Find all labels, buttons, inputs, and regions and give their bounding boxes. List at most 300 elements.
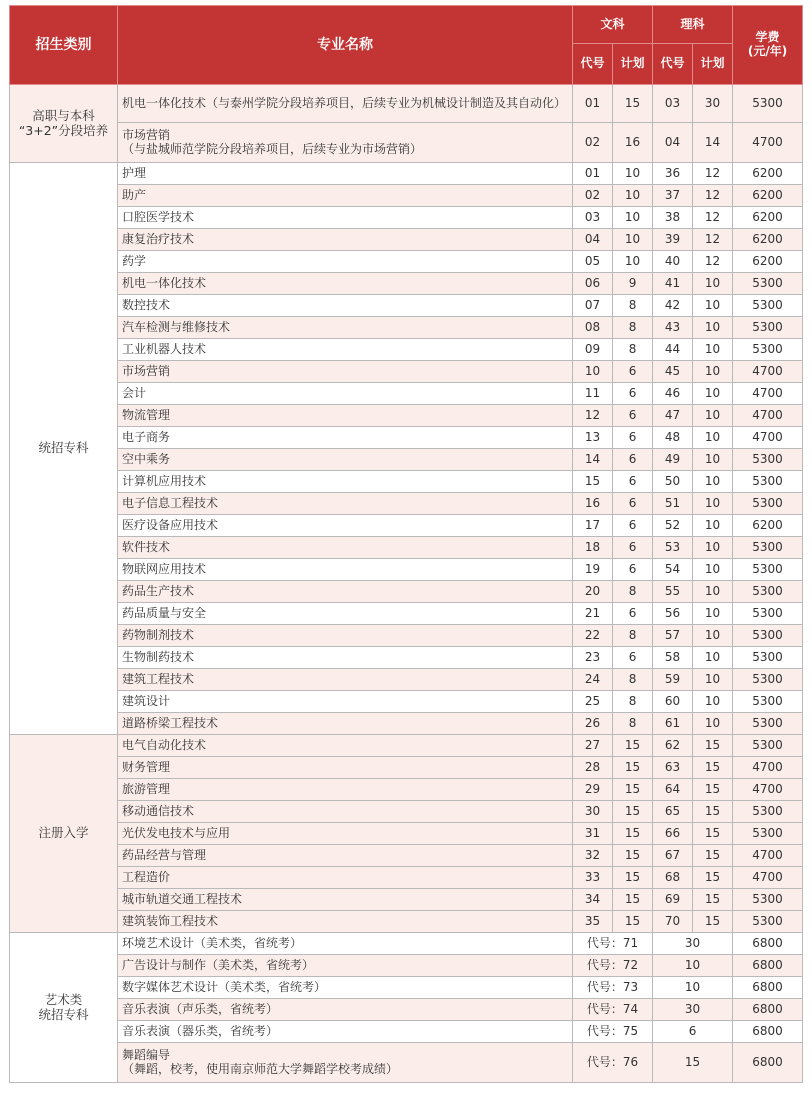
fee-cell: 5300 [733, 647, 803, 669]
major-name-line: 计算机应用技术 [122, 473, 207, 488]
wenke-plan-cell: 6 [613, 515, 653, 537]
major-name-cell [118, 85, 573, 123]
header-like-code: 代号 [653, 44, 693, 85]
like-plan-cell: 15 [693, 867, 733, 889]
table-row [10, 427, 803, 449]
major-name-cell [118, 889, 573, 911]
wenke-plan-cell: 15 [613, 779, 653, 801]
wenke-code-cell: 33 [573, 867, 613, 889]
like-plan-cell: 15 [693, 735, 733, 757]
like-plan-cell: 12 [693, 185, 733, 207]
art-plan-cell: 30 [653, 999, 733, 1021]
major-name-cell [118, 361, 573, 383]
art-plan-cell: 6 [653, 1021, 733, 1043]
like-plan-cell: 10 [693, 339, 733, 361]
wenke-code-cell: 07 [573, 295, 613, 317]
wenke-plan-cell: 15 [613, 801, 653, 823]
category-line: 统招专科 [38, 440, 89, 456]
major-name-line: 光伏发电技术与应用 [122, 825, 231, 840]
like-code-cell: 47 [653, 405, 693, 427]
fee-cell: 5300 [733, 713, 803, 735]
wenke-code-cell: 15 [573, 471, 613, 493]
category-line: 注册入学 [38, 825, 89, 841]
table-row [10, 977, 803, 999]
wenke-code-cell: 05 [573, 251, 613, 273]
header-major: 专业名称 [118, 6, 573, 85]
major-name-cell [118, 537, 573, 559]
like-code-cell: 59 [653, 669, 693, 691]
major-name-line: 药品质量与安全 [122, 605, 207, 620]
major-name-cell [118, 123, 573, 163]
major-name-line: 工业机器人技术 [122, 341, 207, 356]
table-row [10, 713, 803, 735]
art-code-cell: 代号：75 [573, 1021, 653, 1043]
major-name-cell [118, 955, 573, 977]
wenke-plan-cell: 15 [613, 867, 653, 889]
fee-cell: 6200 [733, 207, 803, 229]
major-name-line: （与盐城师范学院分段培养项目，后续专业为市场营销） [122, 141, 423, 156]
fee-cell: 5300 [733, 735, 803, 757]
wenke-plan-cell: 10 [613, 207, 653, 229]
fee-cell: 4700 [733, 361, 803, 383]
category-line: “3+2”分段培养 [18, 122, 109, 138]
like-plan-cell: 10 [693, 647, 733, 669]
table-row [10, 999, 803, 1021]
wenke-plan-cell: 16 [613, 123, 653, 163]
wenke-code-cell: 01 [573, 85, 613, 123]
wenke-plan-cell: 15 [613, 85, 653, 123]
fee-cell: 6800 [733, 977, 803, 999]
major-name-cell [118, 867, 573, 889]
like-plan-cell: 10 [693, 383, 733, 405]
table-row [10, 185, 803, 207]
major-name-cell [118, 735, 573, 757]
major-name-line: 会计 [122, 385, 147, 400]
table-row [10, 361, 803, 383]
major-name-cell [118, 207, 573, 229]
like-code-cell: 43 [653, 317, 693, 339]
major-name-cell [118, 1021, 573, 1043]
fee-cell: 6200 [733, 229, 803, 251]
like-plan-cell: 10 [693, 669, 733, 691]
major-name-line: 移动通信技术 [122, 803, 195, 818]
major-name-line: 汽车检测与维修技术 [122, 319, 231, 334]
wenke-code-cell: 26 [573, 713, 613, 735]
major-name-cell [118, 933, 573, 955]
fee-cell: 5300 [733, 669, 803, 691]
wenke-plan-cell: 6 [613, 361, 653, 383]
fee-cell: 6800 [733, 999, 803, 1021]
like-plan-cell: 10 [693, 581, 733, 603]
like-code-cell: 04 [653, 123, 693, 163]
table-body [10, 85, 803, 1083]
wenke-code-cell: 27 [573, 735, 613, 757]
like-plan-cell: 15 [693, 779, 733, 801]
major-name-line: 建筑工程技术 [122, 671, 195, 686]
wenke-code-cell: 22 [573, 625, 613, 647]
major-name-line: 工程造价 [122, 869, 171, 884]
wenke-code-cell: 03 [573, 207, 613, 229]
like-plan-cell: 10 [693, 317, 733, 339]
fee-cell: 4700 [733, 405, 803, 427]
table-row [10, 933, 803, 955]
wenke-plan-cell: 6 [613, 427, 653, 449]
table-row [10, 163, 803, 185]
major-name-cell [118, 691, 573, 713]
like-plan-cell: 10 [693, 295, 733, 317]
wenke-code-cell: 24 [573, 669, 613, 691]
like-plan-cell: 10 [693, 537, 733, 559]
major-name-cell [118, 383, 573, 405]
major-name-line: 物流管理 [122, 407, 171, 422]
wenke-plan-cell: 8 [613, 339, 653, 361]
like-code-cell: 56 [653, 603, 693, 625]
major-name-line: 建筑装饰工程技术 [122, 913, 219, 928]
major-name-cell [118, 779, 573, 801]
major-name-cell [118, 647, 573, 669]
art-plan-cell: 15 [653, 1043, 733, 1083]
wenke-code-cell: 11 [573, 383, 613, 405]
like-plan-cell: 10 [693, 691, 733, 713]
table-row [10, 779, 803, 801]
table-row [10, 449, 803, 471]
like-code-cell: 67 [653, 845, 693, 867]
category-cell [10, 85, 118, 163]
like-plan-cell: 10 [693, 515, 733, 537]
fee-cell: 5300 [733, 823, 803, 845]
fee-cell: 4700 [733, 779, 803, 801]
header-fee [733, 6, 803, 85]
fee-cell: 6200 [733, 163, 803, 185]
fee-cell: 6800 [733, 1043, 803, 1083]
like-code-cell: 48 [653, 427, 693, 449]
like-code-cell: 53 [653, 537, 693, 559]
table-row [10, 735, 803, 757]
wenke-plan-cell: 8 [613, 581, 653, 603]
major-name-cell [118, 999, 573, 1021]
wenke-code-cell: 29 [573, 779, 613, 801]
like-code-cell: 37 [653, 185, 693, 207]
like-plan-cell: 30 [693, 85, 733, 123]
table-row [10, 295, 803, 317]
wenke-code-cell: 32 [573, 845, 613, 867]
table-header [10, 6, 803, 85]
wenke-code-cell: 30 [573, 801, 613, 823]
like-code-cell: 60 [653, 691, 693, 713]
fee-cell: 5300 [733, 691, 803, 713]
admission-plan-table [9, 5, 803, 1083]
wenke-plan-cell: 8 [613, 295, 653, 317]
like-code-cell: 36 [653, 163, 693, 185]
major-name-cell [118, 757, 573, 779]
like-plan-cell: 15 [693, 889, 733, 911]
like-plan-cell: 14 [693, 123, 733, 163]
major-name-line: 物联网应用技术 [122, 561, 207, 576]
table-row [10, 273, 803, 295]
wenke-plan-cell: 6 [613, 449, 653, 471]
major-name-line: 道路桥梁工程技术 [122, 715, 219, 730]
like-code-cell: 39 [653, 229, 693, 251]
header-category: 招生类别 [10, 6, 118, 85]
category-cell [10, 933, 118, 1083]
major-name-cell [118, 515, 573, 537]
table-row [10, 515, 803, 537]
wenke-code-cell: 19 [573, 559, 613, 581]
like-plan-cell: 10 [693, 273, 733, 295]
table-row [10, 845, 803, 867]
major-name-line: 音乐表演（声乐类，省统考） [122, 1001, 279, 1016]
major-name-line: 广告设计与制作（美术类，省统考） [122, 957, 315, 972]
fee-cell: 6200 [733, 185, 803, 207]
like-code-cell: 70 [653, 911, 693, 933]
wenke-plan-cell: 6 [613, 559, 653, 581]
category-cell [10, 163, 118, 735]
like-code-cell: 69 [653, 889, 693, 911]
like-plan-cell: 10 [693, 625, 733, 647]
like-plan-cell: 10 [693, 405, 733, 427]
major-name-cell [118, 713, 573, 735]
fee-cell: 4700 [733, 757, 803, 779]
table-row [10, 757, 803, 779]
art-plan-cell: 10 [653, 977, 733, 999]
fee-cell: 6800 [733, 955, 803, 977]
major-name-line: 市场营销 [122, 127, 171, 142]
wenke-plan-cell: 15 [613, 911, 653, 933]
header-like-plan: 计划 [693, 44, 733, 85]
wenke-code-cell: 31 [573, 823, 613, 845]
major-name-line: 康复治疗技术 [122, 231, 195, 246]
major-name-cell [118, 559, 573, 581]
major-name-line: 音乐表演（器乐类，省统考） [122, 1023, 279, 1038]
like-code-cell: 55 [653, 581, 693, 603]
header-fee-unit: (元/年) [747, 44, 788, 58]
wenke-plan-cell: 6 [613, 383, 653, 405]
fee-cell: 4700 [733, 845, 803, 867]
like-code-cell: 49 [653, 449, 693, 471]
fee-cell: 5300 [733, 449, 803, 471]
fee-cell: 5300 [733, 493, 803, 515]
wenke-plan-cell: 8 [613, 625, 653, 647]
like-code-cell: 03 [653, 85, 693, 123]
major-name-line: 旅游管理 [122, 781, 171, 796]
wenke-plan-cell: 6 [613, 405, 653, 427]
major-name-line: 建筑设计 [122, 693, 171, 708]
wenke-code-cell: 14 [573, 449, 613, 471]
major-name-cell [118, 339, 573, 361]
like-code-cell: 58 [653, 647, 693, 669]
major-name-cell [118, 273, 573, 295]
table-row [10, 889, 803, 911]
like-plan-cell: 10 [693, 471, 733, 493]
table-row [10, 85, 803, 123]
wenke-code-cell: 06 [573, 273, 613, 295]
like-plan-cell: 12 [693, 251, 733, 273]
category-line: 统招专科 [38, 1006, 89, 1022]
major-name-cell [118, 625, 573, 647]
fee-cell: 5300 [733, 801, 803, 823]
like-code-cell: 46 [653, 383, 693, 405]
like-code-cell: 40 [653, 251, 693, 273]
like-plan-cell: 10 [693, 361, 733, 383]
wenke-plan-cell: 6 [613, 537, 653, 559]
fee-cell: 6200 [733, 515, 803, 537]
major-name-line: 环境艺术设计（美术类，省统考） [122, 935, 303, 950]
table-row [10, 911, 803, 933]
major-name-line: （舞蹈，校考，使用南京师范大学舞蹈学校考成绩） [122, 1061, 399, 1076]
wenke-code-cell: 28 [573, 757, 613, 779]
art-code-cell: 代号：72 [573, 955, 653, 977]
wenke-plan-cell: 15 [613, 845, 653, 867]
fee-cell: 4700 [733, 383, 803, 405]
like-plan-cell: 12 [693, 163, 733, 185]
admission-table-wrapper [9, 5, 803, 1083]
like-code-cell: 45 [653, 361, 693, 383]
table-row [10, 647, 803, 669]
like-plan-cell: 15 [693, 911, 733, 933]
fee-cell: 6200 [733, 251, 803, 273]
major-name-line: 机电一体化技术 [122, 275, 207, 290]
wenke-plan-cell: 8 [613, 691, 653, 713]
major-name-line: 药品生产技术 [122, 583, 195, 598]
like-code-cell: 65 [653, 801, 693, 823]
like-code-cell: 57 [653, 625, 693, 647]
wenke-plan-cell: 15 [613, 757, 653, 779]
major-name-cell [118, 317, 573, 339]
major-name-cell [118, 427, 573, 449]
wenke-plan-cell: 8 [613, 713, 653, 735]
fee-cell: 5300 [733, 911, 803, 933]
wenke-plan-cell: 8 [613, 317, 653, 339]
fee-cell: 4700 [733, 867, 803, 889]
wenke-code-cell: 25 [573, 691, 613, 713]
table-row [10, 581, 803, 603]
major-name-cell [118, 493, 573, 515]
table-row [10, 229, 803, 251]
major-name-line: 市场营销 [122, 363, 171, 378]
wenke-plan-cell: 8 [613, 669, 653, 691]
major-name-cell [118, 163, 573, 185]
like-plan-cell: 15 [693, 823, 733, 845]
header-like: 理科 [653, 6, 733, 44]
wenke-code-cell: 09 [573, 339, 613, 361]
table-row [10, 955, 803, 977]
like-plan-cell: 10 [693, 427, 733, 449]
like-code-cell: 51 [653, 493, 693, 515]
fee-cell: 5300 [733, 625, 803, 647]
like-code-cell: 61 [653, 713, 693, 735]
like-code-cell: 52 [653, 515, 693, 537]
wenke-code-cell: 23 [573, 647, 613, 669]
major-name-line: 助产 [122, 187, 147, 202]
wenke-plan-cell: 15 [613, 889, 653, 911]
like-plan-cell: 10 [693, 603, 733, 625]
wenke-plan-cell: 6 [613, 471, 653, 493]
table-row [10, 471, 803, 493]
major-name-line: 药学 [122, 253, 147, 268]
wenke-plan-cell: 9 [613, 273, 653, 295]
table-row [10, 801, 803, 823]
fee-cell: 5300 [733, 85, 803, 123]
table-row [10, 317, 803, 339]
wenke-code-cell: 08 [573, 317, 613, 339]
wenke-plan-cell: 15 [613, 823, 653, 845]
wenke-plan-cell: 10 [613, 229, 653, 251]
major-name-line: 护理 [122, 165, 147, 180]
fee-cell: 5300 [733, 317, 803, 339]
major-name-cell [118, 603, 573, 625]
major-name-line: 舞蹈编导 [122, 1047, 171, 1062]
header-wenke: 文科 [573, 6, 653, 44]
like-code-cell: 42 [653, 295, 693, 317]
fee-cell: 5300 [733, 537, 803, 559]
like-plan-cell: 15 [693, 801, 733, 823]
fee-cell: 5300 [733, 295, 803, 317]
table-row [10, 123, 803, 163]
art-plan-cell: 10 [653, 955, 733, 977]
wenke-code-cell: 21 [573, 603, 613, 625]
major-name-line: 电子商务 [122, 429, 171, 444]
major-name-line: 财务管理 [122, 759, 171, 774]
table-row [10, 493, 803, 515]
table-row [10, 603, 803, 625]
header-wenke-plan: 计划 [613, 44, 653, 85]
like-plan-cell: 10 [693, 559, 733, 581]
major-name-cell [118, 1043, 573, 1083]
major-name-cell [118, 823, 573, 845]
like-code-cell: 50 [653, 471, 693, 493]
fee-cell: 5300 [733, 273, 803, 295]
header-wenke-code: 代号 [573, 44, 613, 85]
fee-cell: 4700 [733, 123, 803, 163]
major-name-line: 软件技术 [122, 539, 171, 554]
major-name-line: 口腔医学技术 [122, 209, 195, 224]
major-name-cell [118, 581, 573, 603]
like-plan-cell: 12 [693, 207, 733, 229]
major-name-cell [118, 229, 573, 251]
wenke-code-cell: 16 [573, 493, 613, 515]
fee-cell: 5300 [733, 603, 803, 625]
fee-cell: 5300 [733, 581, 803, 603]
wenke-code-cell: 12 [573, 405, 613, 427]
table-row [10, 383, 803, 405]
wenke-code-cell: 17 [573, 515, 613, 537]
like-code-cell: 44 [653, 339, 693, 361]
table-row [10, 537, 803, 559]
table-row [10, 1021, 803, 1043]
fee-cell: 5300 [733, 339, 803, 361]
art-code-cell: 代号：71 [573, 933, 653, 955]
table-row [10, 207, 803, 229]
wenke-code-cell: 13 [573, 427, 613, 449]
header-fee-label: 学费 [755, 30, 780, 45]
major-name-line: 药物制剂技术 [122, 627, 195, 642]
like-plan-cell: 10 [693, 449, 733, 471]
wenke-code-cell: 35 [573, 911, 613, 933]
major-name-line: 空中乘务 [122, 451, 171, 466]
wenke-code-cell: 02 [573, 185, 613, 207]
major-name-cell [118, 911, 573, 933]
wenke-code-cell: 02 [573, 123, 613, 163]
fee-cell: 5300 [733, 559, 803, 581]
table-row [10, 867, 803, 889]
table-row [10, 251, 803, 273]
table-row [10, 823, 803, 845]
major-name-line: 电子信息工程技术 [122, 495, 219, 510]
major-name-line: 数控技术 [122, 297, 171, 312]
like-code-cell: 38 [653, 207, 693, 229]
major-name-cell [118, 801, 573, 823]
like-plan-cell: 15 [693, 845, 733, 867]
